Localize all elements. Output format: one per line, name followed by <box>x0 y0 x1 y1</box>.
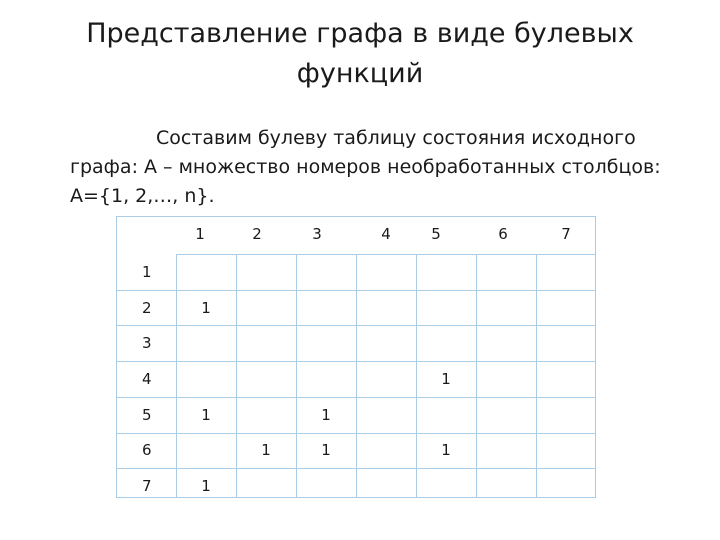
table-cell-value: 1 <box>441 369 451 388</box>
row-header: 7 <box>142 477 152 496</box>
row-divider <box>116 325 596 326</box>
table-cell-value: 1 <box>201 405 211 424</box>
row-divider <box>116 433 596 434</box>
description-paragraph <box>70 124 690 211</box>
table-cell-value: 1 <box>441 441 451 460</box>
table-cell-value: 1 <box>261 441 271 460</box>
column-header: 4 <box>381 225 391 243</box>
column-header: 3 <box>312 225 322 243</box>
column-header: 5 <box>431 225 441 243</box>
paragraph-line-3: A={1, 2,…, n}. <box>70 185 215 207</box>
row-header: 3 <box>142 334 152 353</box>
column-header: 6 <box>498 225 508 243</box>
paragraph-line-2: графа: A – множество номеров необработанных столбцов: <box>70 156 661 178</box>
row-header: 4 <box>142 369 152 388</box>
boolean-state-table <box>116 216 597 498</box>
table-cell-value: 1 <box>201 298 211 317</box>
column-header: 7 <box>561 225 571 243</box>
title-line-2: функций <box>296 58 424 89</box>
column-header: 1 <box>195 225 205 243</box>
row-divider <box>116 468 596 469</box>
row-header: 5 <box>142 405 152 424</box>
paragraph-line-1: Составим булеву таблицу состояния исходного <box>156 127 636 149</box>
table-cell-value: 1 <box>201 477 211 496</box>
column-header: 2 <box>252 225 262 243</box>
row-header: 6 <box>142 441 152 460</box>
title-line-1: Представление графа в виде булевых <box>86 18 634 49</box>
row-divider <box>116 290 596 291</box>
row-header: 2 <box>142 298 152 317</box>
row-divider <box>116 361 596 362</box>
slide-title <box>0 14 720 94</box>
table-cell-value: 1 <box>321 441 331 460</box>
row-header: 1 <box>142 262 152 281</box>
row-divider <box>116 397 596 398</box>
table-cell-value: 1 <box>321 405 331 424</box>
